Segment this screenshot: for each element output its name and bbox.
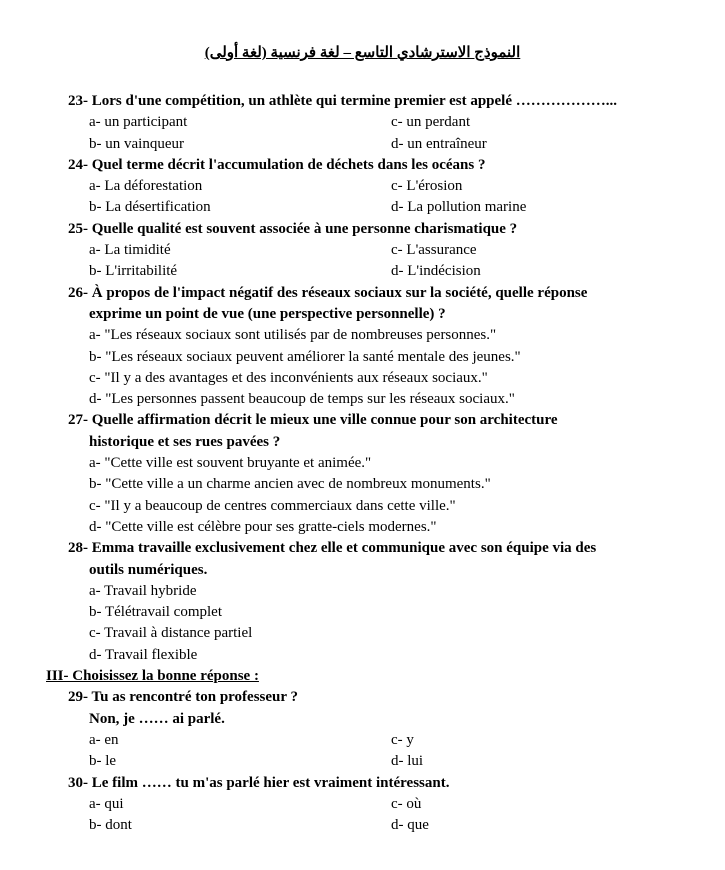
option-a: a- en	[89, 731, 119, 748]
question-25	[0, 219, 725, 240]
question-number: 29-	[68, 689, 88, 706]
question-30	[0, 773, 725, 794]
question-number: 28-	[68, 540, 88, 557]
question-number: 25-	[68, 220, 88, 237]
option-d: d- "Les personnes passent beaucoup de temps sur les réseaux sociaux."	[89, 391, 515, 408]
option-a: a- "Cette ville est souvent bruyante et animée."	[89, 455, 372, 472]
option-a: a- Travail hybride	[89, 582, 197, 599]
option-d: d- Travail flexible	[89, 646, 198, 663]
question-number: 24-	[68, 156, 88, 173]
question-29	[0, 687, 725, 708]
question-text: Quel terme décrit l'accumulation de déchets dans les océans ?	[91, 156, 486, 173]
option-a: a- "Les réseaux sociaux sont utilisés par de nombreuses personnes."	[89, 327, 497, 344]
option-c: c- un perdant	[391, 114, 471, 131]
options-row	[0, 134, 725, 155]
option-b: b- un vainqueur	[89, 135, 184, 152]
option-b: b- "Les réseaux sociaux peuvent améliorer la santé mentale des jeunes."	[89, 348, 521, 365]
options-row	[0, 815, 725, 836]
option-c: c- L'assurance	[391, 242, 477, 259]
options-row	[0, 240, 725, 261]
option-d: d- que	[391, 817, 429, 834]
option-d: d- "Cette ville est célèbre pour ses gratte-ciels modernes."	[89, 518, 437, 535]
options-row	[0, 751, 725, 772]
option-b: b- L'irritabilité	[89, 263, 178, 280]
option-c: c- "Il y a des avantages et des inconvénients aux réseaux sociaux."	[89, 369, 488, 386]
option-a: a- un participant	[89, 114, 188, 131]
options-row	[0, 730, 725, 751]
option-d: d- lui	[391, 753, 424, 770]
question-number: 26-	[68, 284, 88, 301]
section-title: III- Choisissez la bonne réponse :	[46, 668, 259, 685]
question-text-continued: Non, je …… ai parlé.	[89, 710, 225, 727]
question-number: 30-	[68, 774, 88, 791]
option-a: a- La déforestation	[89, 178, 203, 195]
question-text: Lors d'une compétition, un athlète qui termine premier est appelé ………………...	[91, 93, 617, 109]
question-text: Quelle qualité est souvent associée à une personne charismatique ?	[91, 220, 518, 237]
question-text: Emma travaille exclusivement chez elle et communique avec son équipe via des	[91, 540, 597, 557]
option-b: b- le	[89, 753, 117, 770]
options-row	[0, 261, 725, 282]
page-header: النموذج الاسترشادي التاسع – لغة فرنسية (لغة أولى)	[204, 45, 521, 61]
options-row	[0, 176, 725, 197]
question-text: Quelle affirmation décrit le mieux une ville connue pour son architecture	[91, 412, 558, 429]
question-text-continued: outils numériques.	[89, 561, 208, 578]
option-c: c- Travail à distance partiel	[89, 625, 253, 642]
option-d: d- La pollution marine	[391, 199, 527, 216]
option-c: c- où	[391, 795, 422, 812]
option-c: c- "Il y a beaucoup de centres commerciaux dans cette ville."	[89, 497, 456, 514]
option-d: d- L'indécision	[391, 263, 481, 280]
question-23	[0, 91, 725, 112]
option-c: c- y	[391, 731, 414, 748]
question-27	[0, 410, 725, 431]
question-26	[0, 283, 725, 304]
exam-content	[0, 91, 725, 836]
option-b: b- Télétravail complet	[89, 604, 223, 621]
option-a: a- La timidité	[89, 242, 171, 259]
question-text-continued: exprime un point de vue (une perspective personnelle) ?	[89, 305, 446, 322]
option-d: d- un entraîneur	[391, 135, 487, 152]
question-28	[0, 538, 725, 559]
question-number: 27-	[68, 412, 88, 429]
question-text: Tu as rencontré ton professeur ?	[91, 689, 299, 706]
option-b: b- dont	[89, 817, 132, 834]
question-number: 23-	[68, 93, 88, 109]
question-text: Le film …… tu m'as parlé hier est vraiment intéressant.	[91, 774, 450, 791]
question-text: À propos de l'impact négatif des réseaux sociaux sur la société, quelle réponse	[91, 284, 588, 301]
question-text-continued: historique et ses rues pavées ?	[89, 433, 281, 450]
option-b: b- "Cette ville a un charme ancien avec de nombreux monuments."	[89, 476, 491, 493]
options-row	[0, 112, 725, 133]
options-row	[0, 197, 725, 218]
option-c: c- L'érosion	[391, 178, 463, 195]
question-24	[0, 155, 725, 176]
option-b: b- La désertification	[89, 199, 211, 216]
options-row	[0, 794, 725, 815]
option-a: a- qui	[89, 795, 124, 812]
